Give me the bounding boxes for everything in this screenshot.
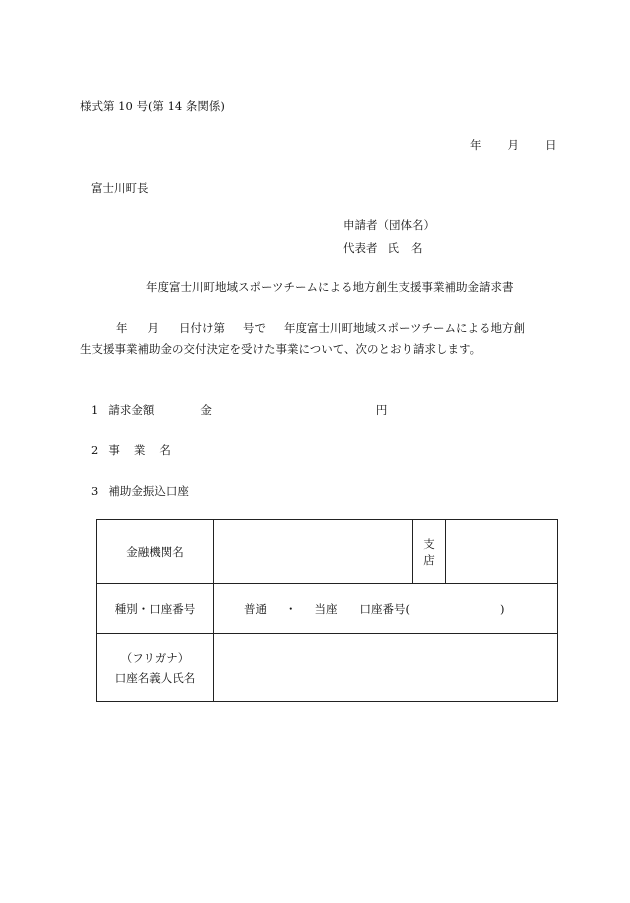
bank-name-field[interactable]	[214, 520, 413, 584]
date-line	[470, 137, 557, 153]
body-date-no: 日付け第	[179, 321, 225, 335]
body-line-1	[116, 320, 525, 336]
account-number-close: )	[500, 601, 505, 616]
holder-row	[97, 634, 558, 702]
document-title: 年度富士川町地域スポーツチームによる地方創生支援事業補助金請求書	[146, 280, 514, 294]
item-1-num: 1	[91, 403, 99, 417]
item-2-char-3: 名	[159, 443, 171, 457]
item-1-label: 請求金額	[108, 403, 155, 417]
form-number: 様式第 10 号(第 14 条関係)	[80, 99, 225, 113]
type-touza[interactable]: 当座	[314, 601, 338, 616]
bank-account-table	[96, 519, 558, 702]
applicant-rep-line	[343, 240, 423, 256]
account-type-field[interactable]	[214, 584, 558, 634]
amount-unit: 円	[375, 403, 388, 417]
type-futsu[interactable]: 普通	[244, 601, 267, 616]
account-holder-label: 口座名義人氏名	[114, 670, 196, 685]
body-line-2: 生支援事業補助金の交付決定を受けた事業について、次のとおり請求します。	[80, 342, 482, 356]
body-text-1: 年度富士川町地域スポーツチームによる地方創	[284, 321, 526, 335]
item-3-label: 補助金振込口座	[108, 484, 189, 498]
name-label-2: 名	[411, 241, 423, 255]
account-type-label: 種別・口座番号	[97, 584, 214, 634]
item-2-num: 2	[91, 443, 99, 457]
furigana-label: （フリガナ）	[120, 650, 190, 665]
bank-name-label: 金融機関名	[97, 520, 214, 584]
bank-row	[97, 520, 558, 584]
item-2	[91, 442, 171, 458]
date-day: 日	[545, 138, 557, 152]
body-month: 月	[147, 321, 159, 335]
item-3	[91, 483, 189, 499]
name-label: 氏	[387, 241, 399, 255]
branch-label: 支 店	[413, 520, 446, 584]
addressee: 富士川町長	[91, 181, 149, 195]
item-2-char-1: 事	[108, 443, 120, 457]
rep-label: 代表者	[343, 241, 378, 255]
date-year: 年	[470, 138, 482, 152]
applicant-org-label: 申請者（団体名）	[343, 218, 435, 232]
item-3-num: 3	[91, 484, 99, 498]
account-holder-field[interactable]	[214, 634, 558, 702]
type-separator: ・	[285, 601, 297, 616]
item-1	[91, 402, 387, 418]
amount-prefix: 金	[200, 403, 212, 417]
body-year: 年	[116, 321, 128, 335]
item-2-char-2: 業	[133, 443, 146, 457]
body-issue: 号で	[243, 321, 266, 335]
date-month: 月	[507, 138, 519, 152]
branch-name-field[interactable]	[446, 520, 558, 584]
account-type-row	[97, 584, 558, 634]
holder-label	[97, 634, 214, 702]
account-number-label: 口座番号(	[359, 601, 410, 616]
